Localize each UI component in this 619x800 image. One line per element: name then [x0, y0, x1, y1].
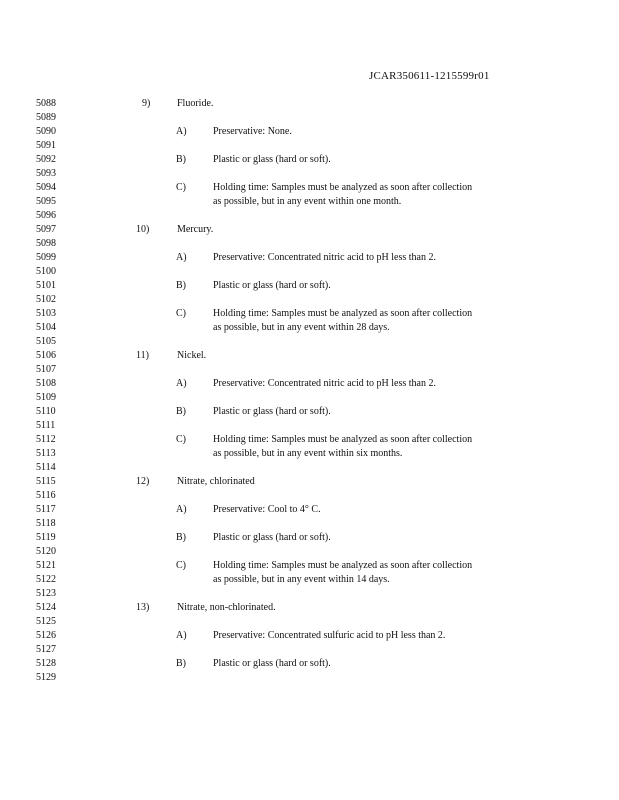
line-number: 5115 [36, 476, 56, 487]
subitem-text: as possible, but in any event within 28 days. [213, 322, 390, 333]
line-number: 5124 [36, 602, 56, 613]
line-number: 5111 [36, 420, 56, 431]
line-number: 5129 [36, 672, 56, 683]
line-number: 5117 [36, 504, 56, 515]
subitem-text: Plastic or glass (hard or soft). [213, 154, 331, 165]
subitem-text: Holding time: Samples must be analyzed as soon after collection [213, 182, 473, 193]
subitem-label: A) [176, 504, 187, 515]
line-number: 5118 [36, 518, 56, 529]
item-title: Fluoride. [177, 98, 214, 109]
document-id-header: JCAR350611-1215599r01 [369, 70, 490, 82]
subitem-text: Preservative: Cool to 4° C. [213, 504, 321, 515]
line-number: 5091 [36, 140, 56, 151]
line-number: 5112 [36, 434, 56, 445]
item-title: Mercury. [177, 224, 214, 235]
line-number: 5103 [36, 308, 56, 319]
subitem-label: A) [176, 378, 187, 389]
item-number: 9) [142, 98, 151, 109]
line-number: 5090 [36, 126, 56, 137]
line-number: 5122 [36, 574, 56, 585]
subitem-label: B) [176, 658, 186, 669]
line-number: 5097 [36, 224, 56, 235]
line-number: 5119 [36, 532, 56, 543]
subitem-text: Holding time: Samples must be analyzed as soon after collection [213, 434, 473, 445]
subitem-text: Plastic or glass (hard or soft). [213, 532, 331, 543]
line-number: 5116 [36, 490, 56, 501]
subitem-label: C) [176, 182, 186, 193]
line-number: 5121 [36, 560, 56, 571]
subitem-text: Plastic or glass (hard or soft). [213, 658, 331, 669]
item-title: Nickel. [177, 350, 207, 361]
subitem-text: Holding time: Samples must be analyzed as soon after collection [213, 560, 473, 571]
line-number: 5114 [36, 462, 56, 473]
line-number: 5095 [36, 196, 56, 207]
item-number: 12) [136, 476, 150, 487]
subitem-label: A) [176, 126, 187, 137]
line-number: 5128 [36, 658, 56, 669]
line-number: 5098 [36, 238, 56, 249]
line-number: 5126 [36, 630, 56, 641]
subitem-text: as possible, but in any event within one month. [213, 196, 402, 207]
line-number: 5105 [36, 336, 56, 347]
line-number: 5089 [36, 112, 56, 123]
line-number: 5099 [36, 252, 56, 263]
line-number: 5088 [36, 98, 56, 109]
line-number: 5110 [36, 406, 56, 417]
subitem-text: Preservative: Concentrated nitric acid to pH less than 2. [213, 378, 436, 389]
item-title: Nitrate, chlorinated [177, 476, 255, 487]
line-number: 5106 [36, 350, 56, 361]
subitem-text: Holding time: Samples must be analyzed as soon after collection [213, 308, 473, 319]
subitem-label: B) [176, 280, 186, 291]
line-number: 5123 [36, 588, 56, 599]
line-number: 5107 [36, 364, 56, 375]
subitem-label: A) [176, 252, 187, 263]
line-number: 5093 [36, 168, 56, 179]
line-number: 5092 [36, 154, 56, 165]
subitem-label: C) [176, 434, 186, 445]
subitem-text: as possible, but in any event within 14 days. [213, 574, 390, 585]
item-number: 13) [136, 602, 150, 613]
subitem-text: Preservative: None. [213, 126, 292, 137]
item-title: Nitrate, non-chlorinated. [177, 602, 276, 613]
subitem-label: B) [176, 532, 186, 543]
line-number: 5101 [36, 280, 56, 291]
line-number: 5127 [36, 644, 56, 655]
subitem-text: Preservative: Concentrated sulfuric acid to pH less than 2. [213, 630, 446, 641]
line-number: 5094 [36, 182, 56, 193]
subitem-label: B) [176, 154, 186, 165]
line-number: 5100 [36, 266, 56, 277]
line-number: 5109 [36, 392, 56, 403]
item-number: 11) [136, 350, 149, 361]
subitem-text: Plastic or glass (hard or soft). [213, 280, 331, 291]
line-number: 5108 [36, 378, 56, 389]
subitem-text: Preservative: Concentrated nitric acid to pH less than 2. [213, 252, 436, 263]
line-number: 5120 [36, 546, 56, 557]
subitem-label: C) [176, 560, 186, 571]
item-number: 10) [136, 224, 150, 235]
subitem-label: C) [176, 308, 186, 319]
subitem-text: Plastic or glass (hard or soft). [213, 406, 331, 417]
subitem-label: A) [176, 630, 187, 641]
line-number: 5125 [36, 616, 56, 627]
subitem-label: B) [176, 406, 186, 417]
line-number: 5113 [36, 448, 56, 459]
subitem-text: as possible, but in any event within six months. [213, 448, 403, 459]
line-number: 5104 [36, 322, 56, 333]
line-number: 5096 [36, 210, 56, 221]
line-number: 5102 [36, 294, 56, 305]
